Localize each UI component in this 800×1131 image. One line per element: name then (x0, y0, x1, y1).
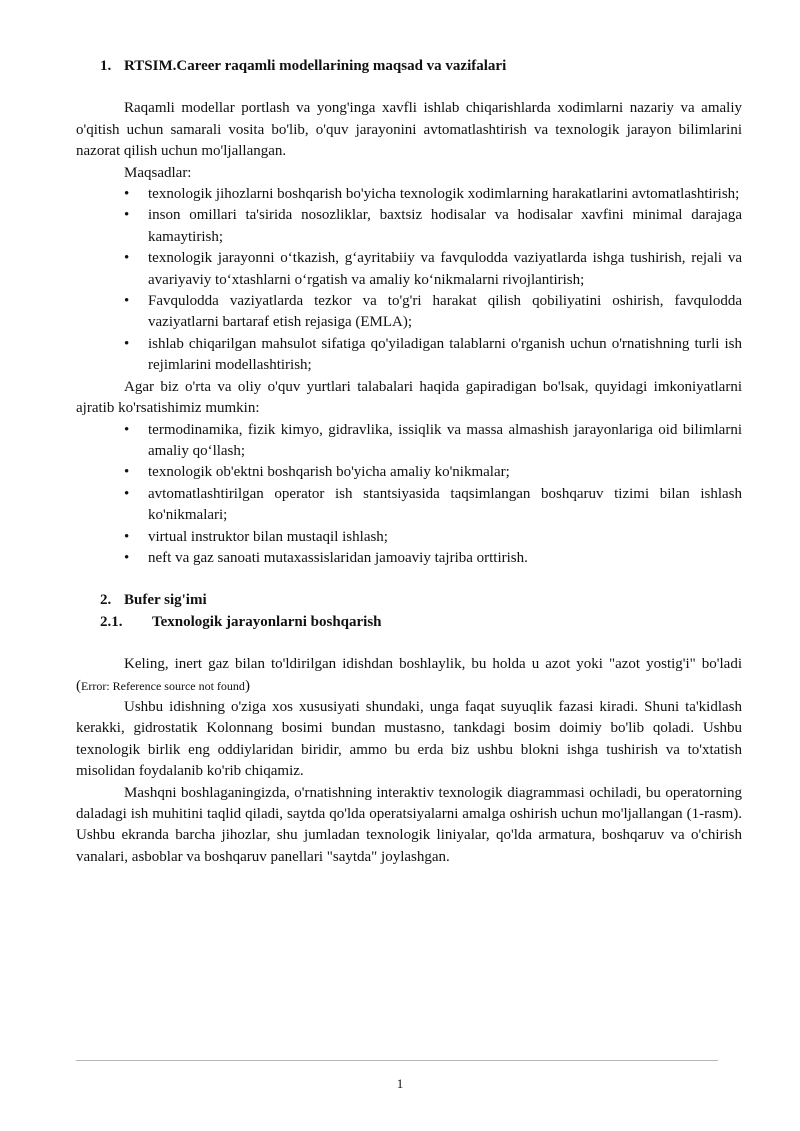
list-item (76, 248, 742, 291)
section-2-number: 2. (100, 592, 112, 609)
bullet-icon: • (124, 464, 130, 481)
list-item (76, 420, 742, 463)
bullet-icon: • (124, 250, 130, 267)
section-2-paragraph-3: Mashqni boshlaganingizda, o'rnatishning interaktiv texnologik diagrammasi ochiladi, bu operatorning daladagi ish muhitini taqlid qiladi, saytda qo'lda operatsiyalarni amalga oshirish uchun mo'ljallangan (1-rasm). Ushbu ekranda barcha jihozlar, shu jumladan texnologik liniyalar, qo'lda armatura, boshqaruv va o'chirish vanalari, asboblar va boshqaruv panellari "saytda" joylashgan. (76, 784, 742, 865)
list-item-text: texnologik jarayonni o‘tkazish, g‘ayritabiiy va favqulodda vaziyatlarda ishga tushirish, rejali va avariyaviy to‘xtashlarni o‘rgatish va amaliy ko‘nikmalarni rivojlantirish; (148, 250, 742, 288)
goals-list (76, 184, 742, 377)
reference-error: Error: Reference source not found (81, 678, 245, 693)
bullet-icon: • (124, 485, 130, 502)
bullet-icon: • (124, 293, 130, 310)
list-item-text: ishlab chiqarilgan mahsulot sifatiga qo'yiladigan talablarni o'rganish uchun o'rnatishning turli ish rejimlarini modellashtirish; (148, 335, 742, 374)
list-item-text: inson omillari ta'sirida nosozliklar, baxtsiz hodisalar va hodisalar xavfini minimal darajaga kamaytirish; (148, 207, 742, 245)
bullet-icon: • (124, 528, 130, 545)
list-item-text: avtomatlashtirilgan operator ish stantsiyasida taqsimlangan boshqaruv tizimi bilan ishlash ko'nikmalari; (148, 485, 742, 524)
section-1-intro: Raqamli modellar portlash va yong'inga xavfli ishlab chiqarishlarda xodimlarni nazariy va amaliy o'qitish uchun samarali vosita bo'lib, o'quv jarayonini avtomatlashtirish va texnologik jarayon bilimlarini nazorat qilish uchun mo'ljallangan. (76, 100, 742, 160)
section-2-1-title: Texnologik jarayonlarni boshqarish (152, 613, 382, 630)
bullet-icon: • (124, 421, 130, 438)
section-1-number: 1. (100, 58, 112, 74)
section-2-paragraph-1 (76, 654, 742, 697)
list-item (76, 484, 742, 527)
list-item (76, 184, 742, 205)
goals-label: Maqsadlar: (124, 164, 192, 181)
section-2-heading (100, 590, 742, 611)
bullet-icon: • (124, 207, 130, 224)
footer-divider (76, 1060, 718, 1061)
list-item-text: termodinamika, fizik kimyo, gidravlika, issiqlik va massa almashish jarayonlariga oid bilimlarni amaliy qo‘llash; (148, 421, 742, 459)
section-2-paragraph-2: Ushbu idishning o'ziga xos xususiyati shundaki, unga faqat suyuqlik fazasi kiradi. Shuni ta'kidlash kerakki, gidrostatik Kolonnang bosimi bundan mustasno, tankdagi bosim doimiy bo'lib qoladi. Ushbu texnologik birlik eng oddiylaridan biridir, ammo bu erda biz ushbu blokni ishga tushirish va to'xtatish misolidan foydalanib ko'rib chiqamiz. (76, 698, 742, 780)
section-2-title: Bufer sig'imi (124, 592, 207, 609)
bullet-icon: • (124, 549, 130, 566)
opportunities-list (76, 420, 742, 570)
bullet-icon: • (124, 335, 130, 352)
paragraph-close: ) (244, 677, 250, 694)
section-2-1-number: 2.1. (100, 613, 123, 630)
section-1-title: RTSIM.Career raqamli modellarining maqsad va vazifalari (124, 58, 507, 74)
list-item (76, 527, 742, 548)
list-item-text: Favqulodda vaziyatlarda tezkor va to'g'ri harakat qilish qobiliyatini oshirish, favqulodda vaziyatlarni bartaraf etish rejasiga (EMLA); (148, 293, 742, 331)
list-item-text: texnologik ob'ektni boshqarish bo'yicha amaliy ko'nikmalar; (148, 464, 510, 481)
page-content (76, 56, 742, 868)
list-item (76, 205, 742, 248)
list-item-text: neft va gaz sanoati mutaxassislaridan jamoaviy tajriba orttirish. (148, 549, 528, 566)
page-number: 1 (396, 1076, 404, 1091)
section-1-heading (100, 56, 742, 77)
list-item (76, 548, 742, 569)
section-2-1-heading (100, 612, 742, 633)
bullet-icon: • (124, 186, 130, 203)
paragraph-text: Keling, inert gaz bilan to'ldirilgan idishdan boshlaylik, bu holda u azot yoki "azot yostig'i" bo'ladi ( (76, 656, 742, 694)
list-item-text: virtual instruktor bilan mustaqil ishlash; (148, 528, 388, 545)
students-intro: Agar biz o'rta va oliy o'quv yurtlari talabalari haqida gapiradigan bo'lsak, quyidagi imkoniyatlarni ajratib ko'rsatishimiz mumkin: (76, 378, 742, 417)
list-item (76, 462, 742, 483)
list-item-text: texnologik jihozlarni boshqarish bo'yicha texnologik xodimlarning harakatlarini avtomatlashtirish; (148, 186, 740, 203)
list-item (76, 291, 742, 334)
list-item (76, 334, 742, 377)
spacer (76, 569, 742, 590)
